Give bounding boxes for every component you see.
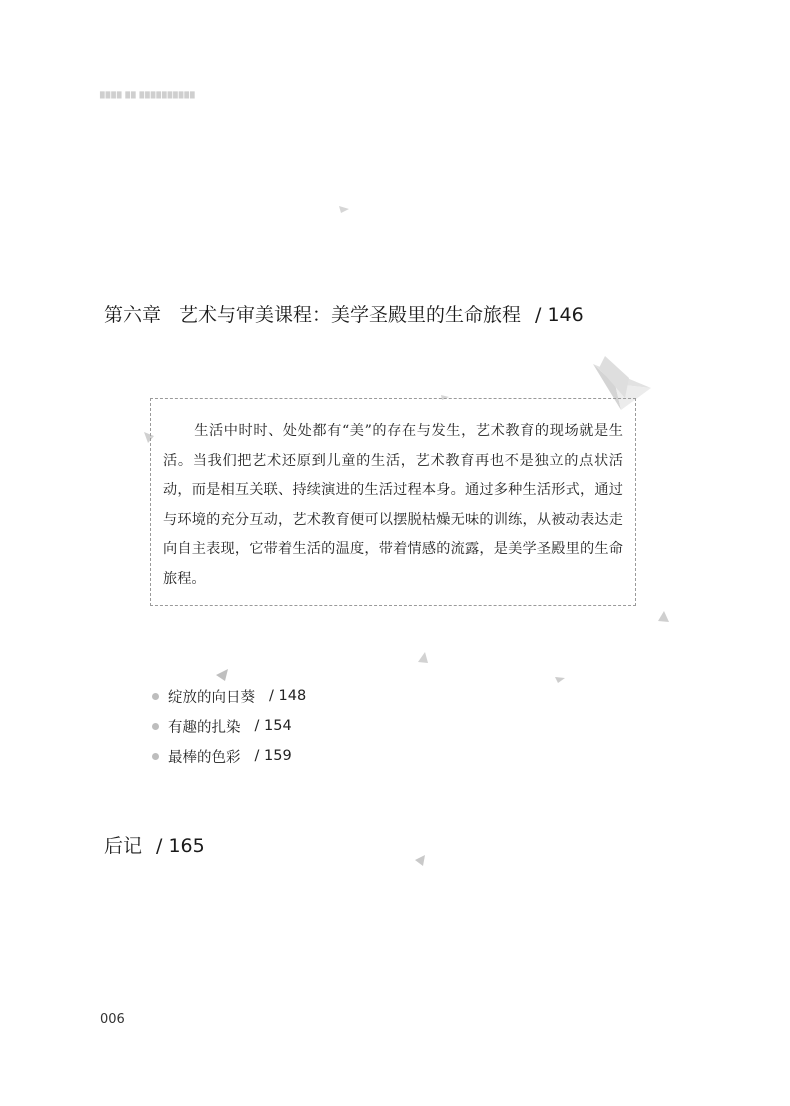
- paper-triangle-icon: [213, 668, 229, 682]
- chapter-number: 第六章: [104, 304, 162, 326]
- section-item[interactable]: [152, 741, 306, 771]
- section-page-number: / 148: [269, 688, 307, 704]
- section-title: 最棒的色彩: [168, 749, 241, 766]
- paper-triangle-icon: [656, 610, 670, 624]
- chapter-heading: [104, 300, 584, 327]
- section-item[interactable]: [152, 711, 306, 741]
- chapter-title: 艺术与审美课程：美学圣殿里的生命旅程: [179, 304, 522, 326]
- page-number: 006: [100, 1012, 125, 1027]
- section-page-number: / 154: [254, 718, 292, 734]
- paper-triangle-icon: [416, 651, 430, 665]
- bullet-icon: [152, 753, 159, 760]
- paper-triangle-icon: [554, 674, 566, 684]
- bullet-icon: [152, 693, 159, 700]
- afterword-title: 后记: [104, 835, 143, 857]
- bullet-icon: [152, 723, 159, 730]
- section-item[interactable]: [152, 681, 306, 711]
- section-title: 有趣的扎染: [168, 719, 241, 736]
- paper-triangle-icon: [412, 853, 426, 867]
- section-title: 绽放的向日葵: [168, 689, 255, 706]
- running-header: ████ ██ ██████████: [100, 92, 196, 99]
- chapter-page-number: / 146: [535, 304, 584, 326]
- chapter-summary-box: [150, 398, 636, 606]
- section-page-number: / 159: [254, 748, 292, 764]
- section-list: [152, 681, 306, 771]
- paper-triangle-icon: [338, 204, 350, 214]
- chapter-summary-text: 生活中时时、处处都有“美”的存在与发生，艺术教育的现场就是生活。当我们把艺术还原到儿童的生活，艺术教育再也不是独立的点状活动，而是相互关联、持续演进的生活过程本身。通过多种生活形式，通过与环境的充分互动，艺术教育便可以摆脱枯燥无味的训练，从被动表达走向自主表现，它带着生活的温度，带着情感的流露，是美学圣殿里的生命旅程。: [163, 423, 623, 587]
- afterword-entry[interactable]: [104, 831, 205, 858]
- afterword-page-number: / 165: [156, 835, 205, 857]
